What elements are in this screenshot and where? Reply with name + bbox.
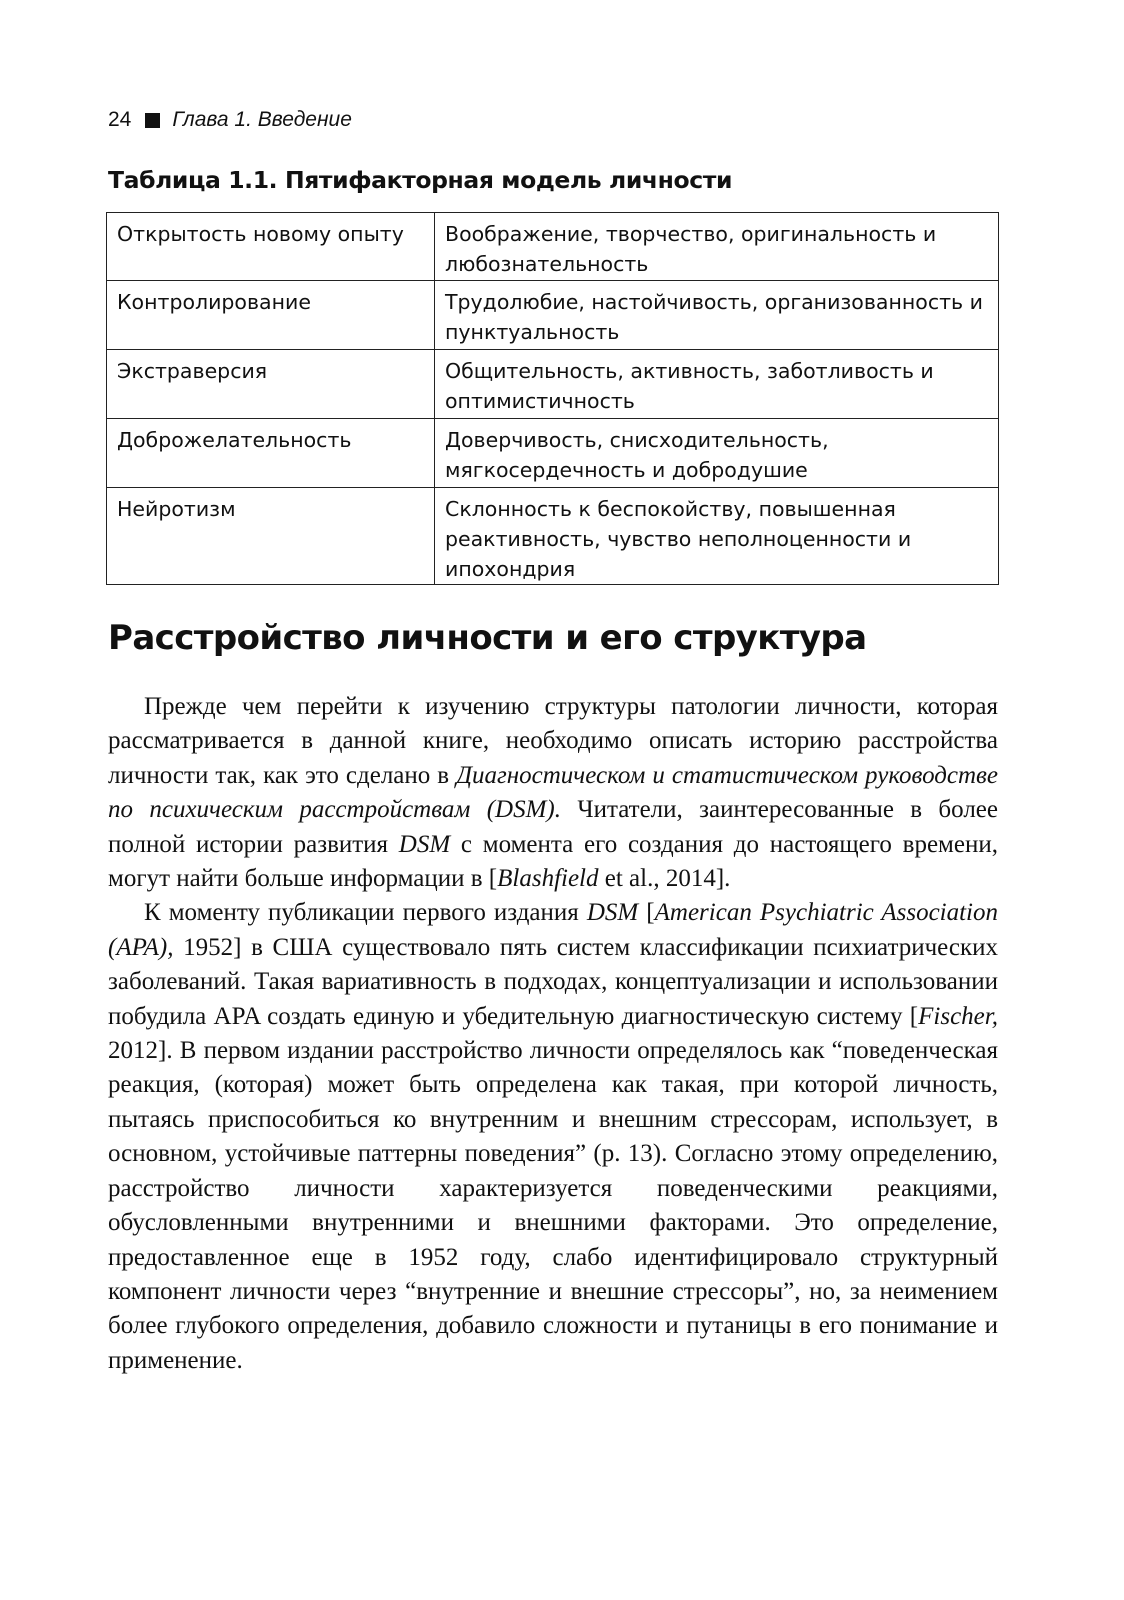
- text-run: 2012]. В первом издании расстройство личности определялось как “поведенческая реакция, (которая) может быть определена как такая, при которой личность, пытаясь приспособиться ко внутренним и внешним стрессорам, использует, в основном, устойчивые паттерны поведения” (p. 13). Согласно этому определению, расстройство личности характеризуется поведенческими реакциями, обусловленными внутренними и внешними факторами. Это определение, предоставленное еще в 1952 году, слабо идентифицировало структурный компонент личности через “внутренние и внешние стрессоры”, но, за неимением более глубокого определения, добавило сложности и путаницы в его понимание и применение.: [108, 1037, 998, 1374]
- table-caption: Таблица 1.1. Пятифакторная модель личности: [108, 166, 733, 194]
- factor-cell: Экстраверсия: [107, 350, 435, 419]
- table-row: [107, 488, 999, 585]
- italic-citation-author: Fischer,: [918, 1002, 998, 1030]
- page-number: 24: [108, 108, 132, 131]
- factor-cell: Контролирование: [107, 281, 435, 350]
- italic-book-title: Диагностическом и статистическом руководстве по психическим расстройствам (DSM).: [108, 761, 998, 824]
- section-heading: Расстройство личности и его структура: [108, 618, 867, 658]
- description-cell: Склонность к беспокойству, повышенная реактивность, чувство неполноценности и ипохондрия: [435, 488, 999, 585]
- description-cell: Воображение, творчество, оригинальность и любознательность: [435, 213, 999, 281]
- paragraph: [108, 690, 998, 896]
- table-row: [107, 281, 999, 350]
- body-text: [108, 690, 998, 1378]
- description-cell: Трудолюбие, настойчивость, организованность и пунктуальность: [435, 281, 999, 350]
- text-run: Читатели, заинтересованные в более полной истории развития: [108, 796, 998, 858]
- text-run: К моменту публикации первого издания: [144, 899, 587, 927]
- description-cell: Общительность, активность, заботливость и оптимистичность: [435, 350, 999, 419]
- text-run: et al., 2014].: [598, 865, 731, 893]
- italic-citation-author: American Psychiatric Association (APA),: [108, 899, 999, 961]
- factor-cell: Доброжелательность: [107, 419, 435, 488]
- table-row: [107, 419, 999, 488]
- chapter-title: Глава 1. Введение: [172, 108, 352, 131]
- five-factor-table: [106, 212, 999, 585]
- italic-abbreviation: DSM: [586, 899, 639, 927]
- paragraph: [108, 896, 998, 1378]
- factor-cell: Открытость новому опыту: [107, 213, 435, 281]
- table-row: [107, 350, 999, 419]
- text-run: с момента его создания до настоящего времени, могут найти больше информации в [: [108, 830, 998, 893]
- running-head: [108, 108, 352, 132]
- text-run: Прежде чем перейти к изучению структуры патологии личности, которая рассматривается в данной книге, необходимо описать историю расстройства личности так, как это сделано в: [108, 693, 998, 789]
- factor-cell: Нейротизм: [107, 488, 435, 585]
- text-run: [: [638, 899, 655, 927]
- square-bullet-icon: [145, 113, 160, 128]
- text-run: 1952] в США существовало пять систем классификации психиатрических заболеваний. Такая вариативность в подходах, концептуализации и использовании побудила APA создать единую и убедительную диагностическую систему [: [108, 933, 998, 1030]
- italic-abbreviation: DSM: [398, 830, 451, 858]
- italic-citation-author: Blashfield: [497, 865, 599, 893]
- description-cell: Доверчивость, снисходительность, мягкосердечность и добродушие: [435, 419, 999, 488]
- table-row: [107, 213, 999, 281]
